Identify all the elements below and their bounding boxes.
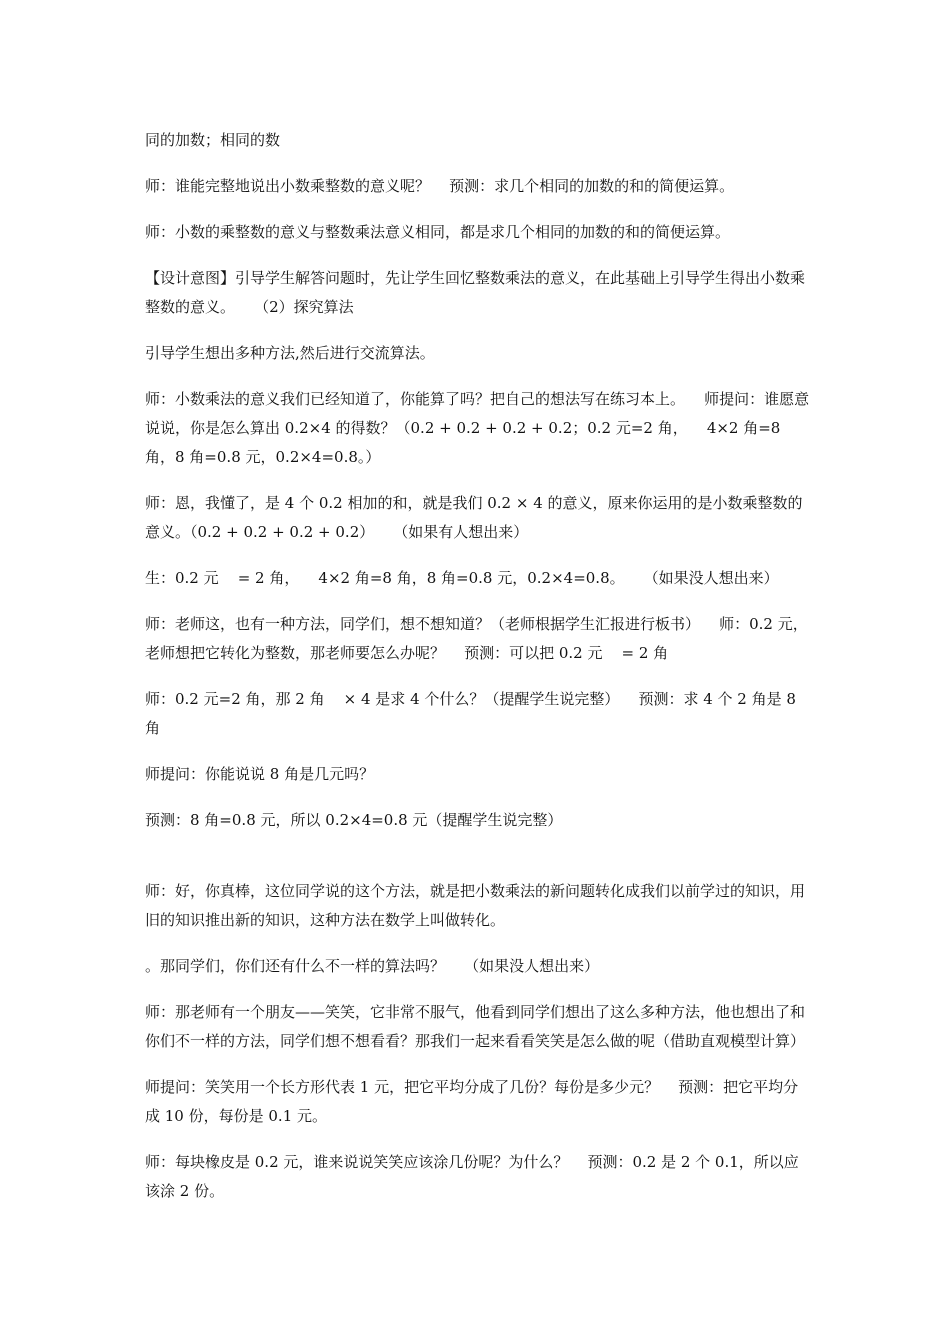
paragraph-8: 生：0.2 元 = 2 角， 4×2 角=8 角，8 角=0.8 元，0.2×4=0.8。 （如果没人想出来） [145,569,779,587]
paragraph-10: 师：0.2 元=2 角，那 2 角 × 4 是求 4 个什么？（提醒学生说完整） 预测：求 4 个 2 角是 8 角 [145,690,801,737]
paragraph-16: 师提问：笑笑用一个长方形代表 1 元，把它平均分成了几份？每份是多少元？ 预测：把它平均分成 10 份，每份是 0.1 元。 [145,1078,799,1125]
paragraph-11: 师提问：你能说说 8 角是几元吗？ [145,765,375,783]
paragraph-7: 师：恩，我懂了，是 4 个 0.2 相加的和，就是我们 0.2 × 4 的意义，原来你运用的是小数乘整数的意义。（0.2 + 0.2 + 0.2 + 0.2） （如果有人想出来） [145,494,803,541]
paragraph-12: 预测：8 角=0.8 元，所以 0.2×4=0.8 元（提醒学生说完整） [145,811,563,829]
document-body [145,126,810,1223]
paragraph-5: 引导学生想出多种方法,然后进行交流算法。 [145,344,435,362]
paragraph-13: 师：好，你真棒，这位同学说的这个方法，就是把小数乘法的新问题转化成我们以前学过的知识，用旧的知识推出新的知识，这种方法在数学上叫做转化。 [145,882,806,929]
paragraph-17: 师：每块橡皮是 0.2 元，谁来说说笑笑应该涂几份呢？为什么？ 预测：0.2 是 2 个 0.1，所以应该涂 2 份。 [145,1153,799,1200]
paragraph-14: 。那同学们，你们还有什么不一样的算法吗？ （如果没人想出来） [145,957,600,975]
paragraph-1: 同的加数；相同的数 [145,131,281,149]
paragraph-design-intent: 【设计意图】引导学生解答问题时，先让学生回忆整数乘法的意义，在此基础上引导学生得出小数乘整数的意义。 （2）探究算法 [145,269,806,316]
paragraph-6: 师：小数乘法的意义我们已经知道了，你能算了吗？把自己的想法写在练习本上。 师提问：谁愿意说说，你是怎么算出 0.2×4 的得数？（0.2 + 0.2 + 0.2 + 0.2；0.2 元=2 角， 4×2 角=8 角，8 角=0.8 元，0.2×4=0.8。） [145,390,810,466]
paragraph-3: 师：小数的乘整数的意义与整数乘法意义相同，都是求几个相同的加数的和的简便运算。 [145,223,731,241]
paragraph-2: 师：谁能完整地说出小数乘整数的意义呢？ 预测：求几个相同的加数的和的简便运算。 [145,177,735,195]
paragraph-15: 师：那老师有一个朋友——笑笑，它非常不服气，他看到同学们想出了这么多种方法，他也想出了和你们不一样的方法，同学们想不想看看？那我们一起来看看笑笑是怎么做的呢（借助直观模型计算） [145,1003,806,1050]
paragraph-9: 师：老师这，也有一种方法，同学们，想不想知道？（老师根据学生汇报进行板书） 师：0.2 元，老师想把它转化为整数，那老师要怎么办呢？ 预测：可以把 0.2 元 = 2 角 [145,615,808,662]
